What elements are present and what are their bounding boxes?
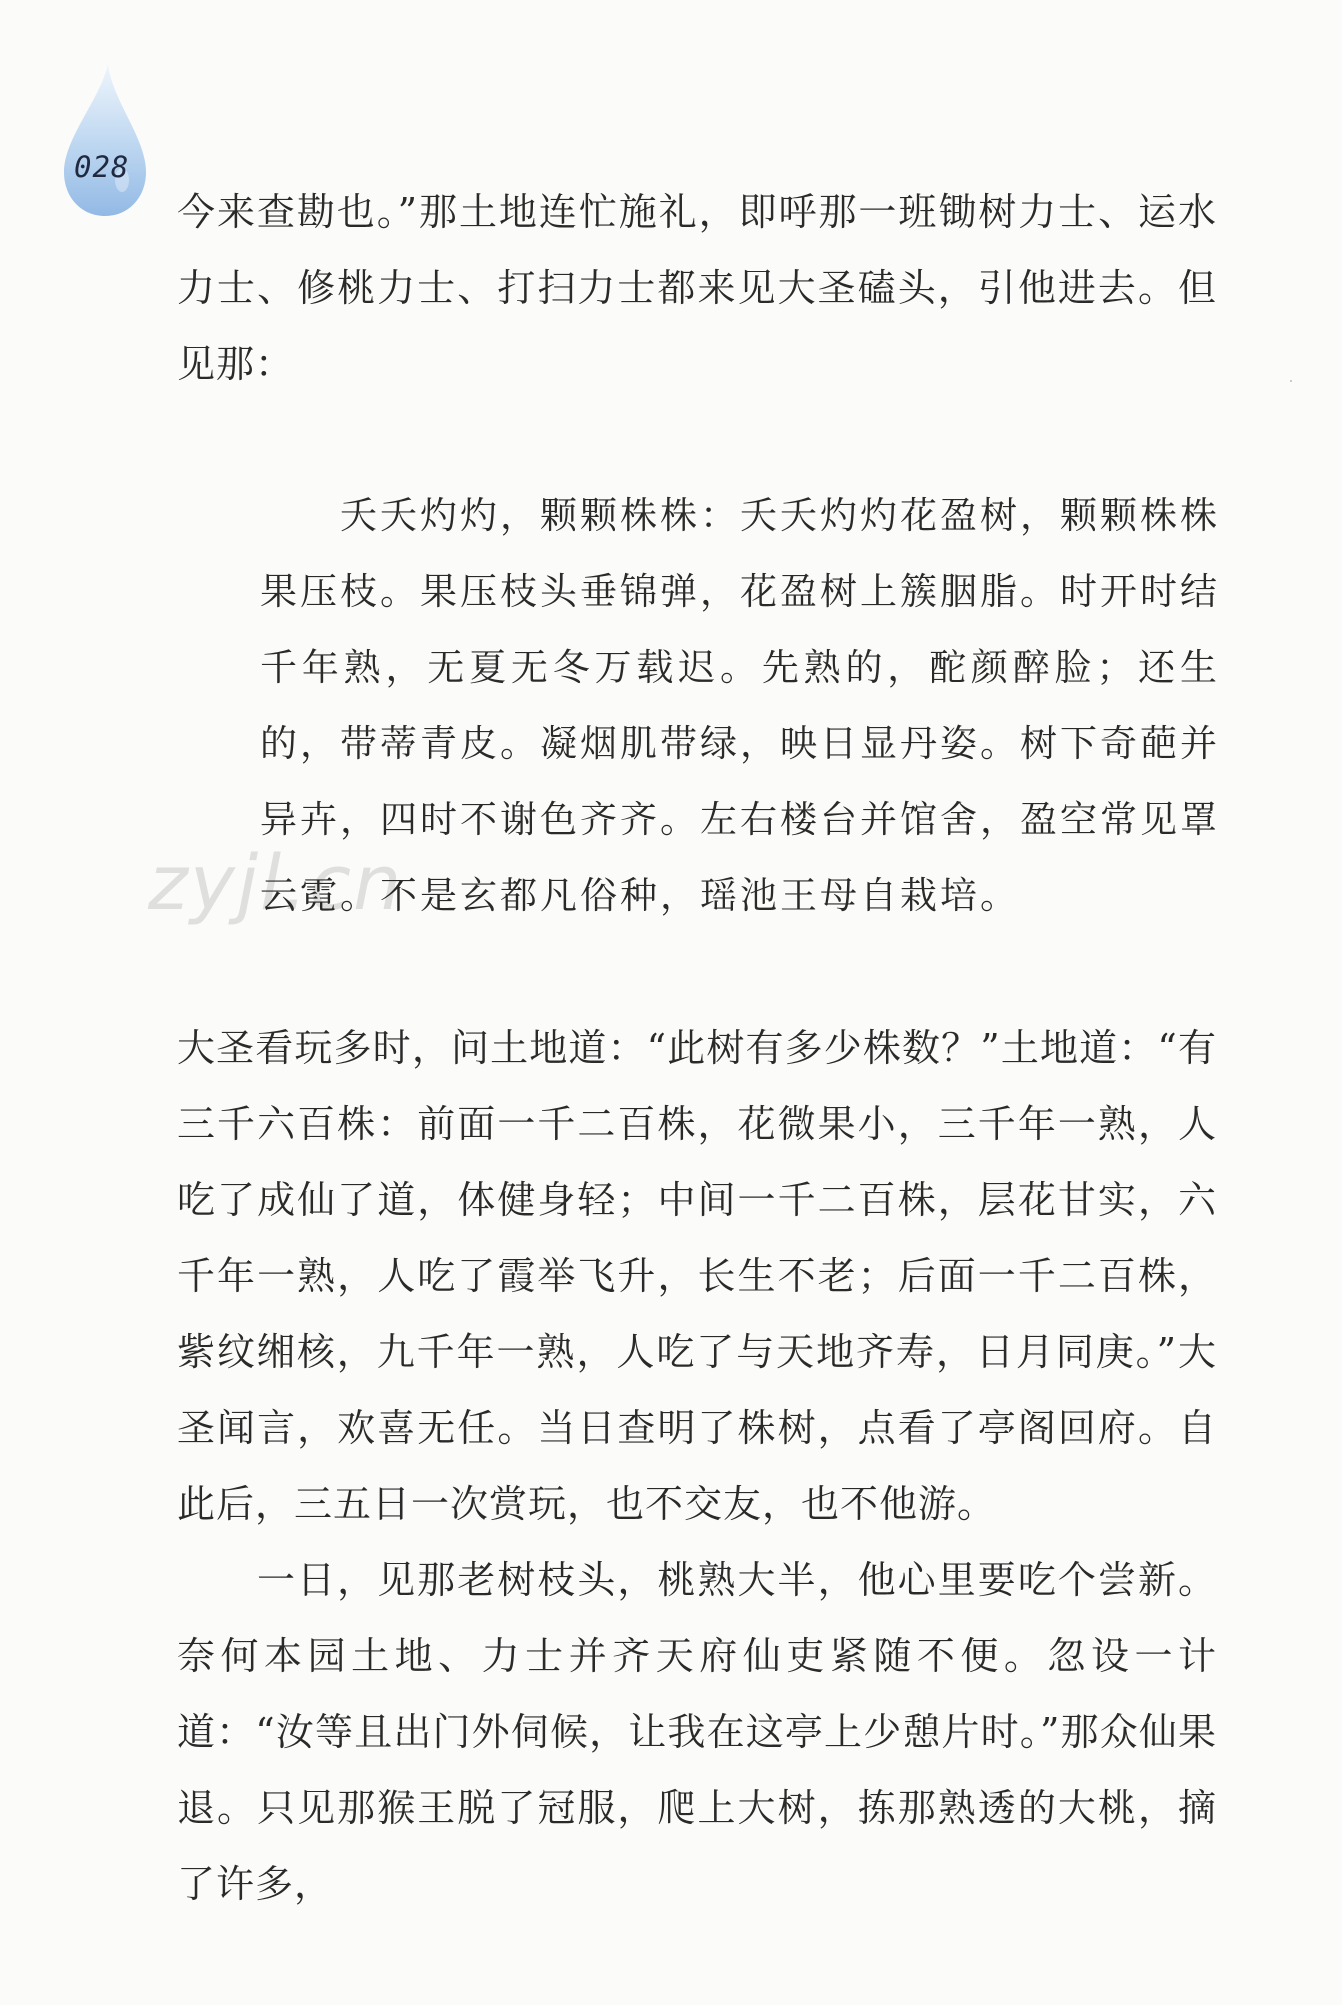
paragraph: 今来查勘也。”那土地连忙施礼，即呼那一班锄树力士、运水力士、修桃力士、打扫力士都来见大圣磕头，引他进去。但见那： xyxy=(177,190,1217,386)
poem-text: 夭夭灼灼，颗颗株株：夭夭灼灼花盈树，颗颗株株果压枝。果压枝头垂锦弹，花盈树上簇胭脂。时开时结千年熟，无夏无冬万载迟。先熟的，酡颜醉脸；还生的，带蒂青皮。凝烟肌带绿，映日显丹姿。树下奇葩并异卉，四时不谢色齐齐。左右楼台并馆舍，盈空常见罩云霓。不是玄都凡俗种，瑶池王母自栽培。 xyxy=(260,494,1220,917)
watermark: zyjl.cn xyxy=(148,838,404,927)
water-drop-icon xyxy=(60,60,150,220)
body-text xyxy=(177,1010,1217,1922)
scan-speck xyxy=(1290,380,1292,382)
poem-block xyxy=(260,478,1220,934)
paragraph: 大圣看玩多时，问土地道：“此树有多少株数？”土地道：“有三千六百株：前面一千二百株，花微果小，三千年一熟，人吃了成仙了道，体健身轻；中间一千二百株，层花甘实，六千年一熟，人吃了霞举飞升，长生不老；后面一千二百株，紫纹缃核，九千年一熟，人吃了与天地齐寿，日月同庚。”大圣闻言，欢喜无任。当日查明了株树，点看了亭阁回府。自此后，三五日一次赏玩，也不交友，也不他游。 xyxy=(177,1026,1217,1526)
page-number: 028 xyxy=(74,150,130,184)
opening-text xyxy=(177,174,1217,402)
paragraph: 一日，见那老树枝头，桃熟大半，他心里要吃个尝新。奈何本园土地、力士并齐天府仙吏紧随不便。忽设一计道：“汝等且出门外伺候，让我在这亭上少憩片时。”那众仙果退。只见那猴王脱了冠服，爬上大树，拣那熟透的大桃，摘了许多， xyxy=(177,1558,1217,1906)
